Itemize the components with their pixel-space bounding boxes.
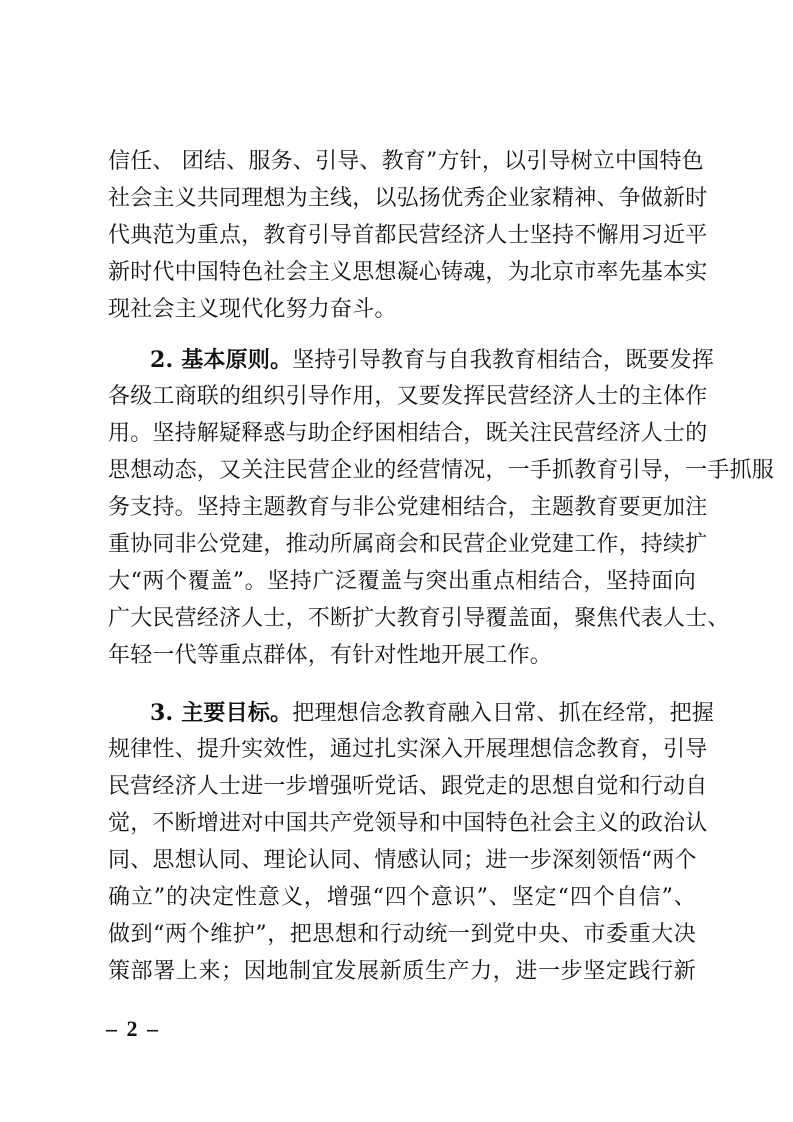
paragraph-2-line-7: 大“两个覆盖”。坚持广泛覆盖与突出重点相结合，坚持面向 xyxy=(108,569,696,594)
paragraph-2-line-2: 各级工商联的组织引导作用，又要发挥民营经济人士的主体作 xyxy=(108,384,708,409)
paragraph-1-line-2: 社会主义共同理想为主线，以弘扬优秀企业家精神、争做新时 xyxy=(108,186,708,211)
paragraph-1-line-3: 代典范为重点，教育引导首都民营经济人士坚持不懈用习近平 xyxy=(108,223,708,248)
paragraph-2-line-8: 广大民营经济人士，不断扩大教育引导覆盖面，聚焦代表人士、 xyxy=(108,606,730,631)
section-heading-basic-principles: 2. 基本原则。 xyxy=(150,347,293,373)
paragraph-2-line-3: 用。坚持解疑释惑与助企纾困相结合，既关注民营经济人士的 xyxy=(108,421,708,446)
paragraph-1-line-1: 信任、 团结、服务、引导、教育”方针，以引导树立中国特色 xyxy=(108,149,704,174)
page-number: – 2 – xyxy=(106,1016,160,1041)
paragraph-2-line-1 xyxy=(150,345,715,375)
paragraph-3-line-3: 民营经济人士进一步增强听党话、跟党走的思想自觉和行动自 xyxy=(108,774,708,799)
section-heading-main-goals: 3. 主要目标。 xyxy=(150,700,293,726)
paragraph-2-line-9: 年轻一代等重点群体，有针对性地开展工作。 xyxy=(108,643,553,668)
paragraph-1-line-4: 新时代中国特色社会主义思想凝心铸魂，为北京市率先基本实 xyxy=(108,260,708,285)
paragraph-3-line-1 xyxy=(150,698,715,728)
paragraph-3-line-7: 做到“两个维护”，把思想和行动统一到党中央、市委重大决 xyxy=(108,922,696,947)
paragraph-3-line-2: 规律性、提升实效性，通过扎实深入开展理想信念教育，引导 xyxy=(108,737,708,762)
paragraph-3-line-4: 觉，不断增进对中国共产党领导和中国特色社会主义的政治认 xyxy=(108,811,708,836)
paragraph-2-line-5: 务支持。坚持主题教育与非公党建相结合，主题教育要更加注 xyxy=(108,495,708,520)
paragraph-3-first-text: 把理想信念教育融入日常、抓在经常，把握 xyxy=(292,701,715,726)
paragraph-3-line-6: 确立”的决定性意义，增强“四个意识”、坚定“四个自信”、 xyxy=(108,885,696,910)
paragraph-2-line-4: 思想动态，又关注民营企业的经营情况，一手抓教育引导，一手抓服 xyxy=(108,458,775,483)
paragraph-3-line-5: 同、思想认同、理论认同、情感认同；进一步深刻领悟“两个 xyxy=(108,848,697,873)
paragraph-1-line-5: 现社会主义现代化努力奋斗。 xyxy=(108,297,397,322)
paragraph-2-line-6: 重协同非公党建，推动所属商会和民营企业党建工作，持续扩 xyxy=(108,532,708,557)
paragraph-2-first-text: 坚持引导教育与自我教育相结合，既要发挥 xyxy=(292,348,715,373)
paragraph-3-line-8: 策部署上来；因地制宜发展新质生产力，进一步坚定践行新 xyxy=(108,959,696,984)
